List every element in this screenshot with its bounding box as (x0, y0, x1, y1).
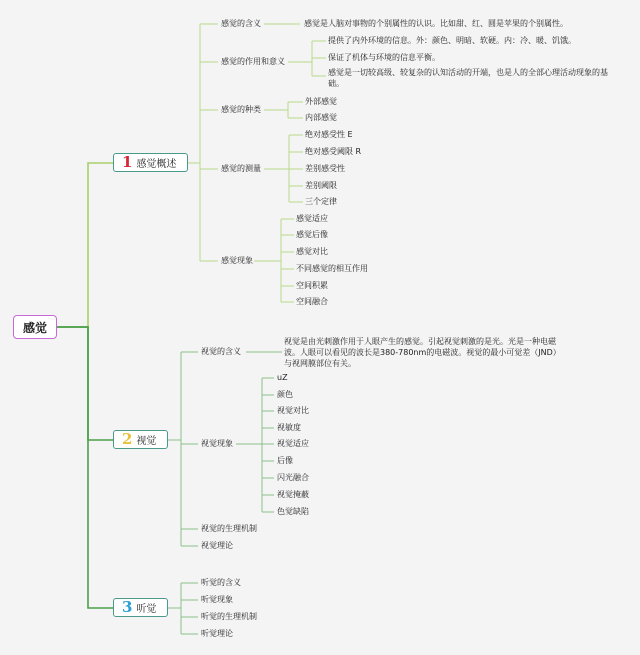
node-vision-mechanism[interactable]: 视觉的生理机制 (201, 524, 257, 533)
node-overview-measurement[interactable]: 感觉的测量 (221, 164, 261, 173)
node-function-item-2[interactable]: 保证了机体与环境的信息平衡。 (328, 53, 440, 62)
node-phenomena-item-1[interactable]: 感觉适应 (296, 214, 328, 223)
node-hearing-item-2[interactable]: 听觉现象 (201, 595, 233, 604)
node-vision-item-8[interactable]: 视觉掩蔽 (277, 490, 309, 499)
branch-number-1: 1 (122, 153, 133, 171)
node-types-item-1[interactable]: 外部感觉 (305, 97, 337, 106)
node-vision-item-3[interactable]: 视觉对比 (277, 406, 309, 415)
node-measurement-item-1[interactable]: 绝对感受性 E (305, 130, 353, 139)
node-measurement-item-4[interactable]: 差别阈限 (305, 181, 337, 190)
node-phenomena-item-3[interactable]: 感觉对比 (296, 247, 328, 256)
node-hearing-item-3[interactable]: 听觉的生理机制 (201, 612, 257, 621)
node-measurement-item-2[interactable]: 绝对感受阈限 R (305, 147, 362, 156)
branch-label-overview: 感觉概述 (136, 159, 177, 170)
node-phenomena-item-2[interactable]: 感觉后像 (296, 230, 328, 239)
node-vision-item-4[interactable]: 视敏度 (277, 423, 301, 432)
node-vision-theory[interactable]: 视觉理论 (201, 541, 233, 550)
node-types-item-2[interactable]: 内部感觉 (305, 113, 337, 122)
branch-hearing[interactable] (113, 598, 168, 617)
node-overview-function[interactable]: 感觉的作用和意义 (221, 57, 285, 66)
branch-vision[interactable] (113, 430, 168, 449)
node-overview-phenomena[interactable]: 感觉现象 (221, 256, 253, 265)
branch-overview[interactable] (113, 153, 188, 172)
node-hearing-item-1[interactable]: 听觉的含义 (201, 578, 241, 587)
node-measurement-item-5[interactable]: 三个定律 (305, 197, 337, 206)
node-phenomena-item-5[interactable]: 空间积累 (296, 281, 328, 290)
node-function-item-3[interactable]: 感觉是一切较高级、较复杂的认知活动的开端，也是人的全部心理活动现象的基础。 (328, 68, 608, 88)
node-phenomena-item-6[interactable]: 空间融合 (296, 297, 328, 306)
branch-number-2: 2 (122, 430, 133, 448)
branch-number-3: 3 (122, 598, 133, 616)
root-node[interactable] (13, 315, 57, 339)
branch-label-hearing: 听觉 (136, 604, 157, 615)
node-vision-item-1[interactable]: uZ (277, 373, 288, 382)
node-vision-item-7[interactable]: 闪光融合 (277, 473, 309, 482)
node-vision-item-6[interactable]: 后像 (277, 456, 293, 465)
branch-label-vision: 视觉 (136, 436, 157, 447)
node-function-item-1[interactable]: 提供了内外环境的信息。外：颜色、明暗、软硬。内：冷、暖、饥饿。 (328, 36, 576, 45)
node-overview-meaning-text[interactable]: 感觉是人脑对事物的个别属性的认识。比如甜、红、圆是苹果的个别属性。 (304, 19, 568, 28)
node-vision-meaning-text[interactable]: 视觉是由光刺激作用于人眼产生的感觉。引起视觉刺激的是光。光是一种电磁波。人眼可以看见的波长是380-780nm的电磁波。视觉的最小可觉差（JND） 与视网膜部位有关。 (284, 337, 561, 368)
node-vision-meaning[interactable]: 视觉的含义 (201, 347, 241, 356)
node-measurement-item-3[interactable]: 差别感受性 (305, 164, 345, 173)
node-phenomena-item-4[interactable]: 不同感觉的相互作用 (296, 264, 368, 273)
node-vision-item-2[interactable]: 颜色 (277, 390, 293, 399)
node-overview-types[interactable]: 感觉的种类 (221, 105, 261, 114)
node-vision-phenomena[interactable]: 视觉现象 (201, 439, 233, 448)
root-label: 感觉 (22, 320, 47, 335)
node-overview-meaning[interactable]: 感觉的含义 (221, 19, 261, 28)
node-vision-item-5[interactable]: 视觉适应 (277, 439, 309, 448)
node-vision-item-9[interactable]: 色觉缺陷 (277, 507, 309, 516)
node-hearing-item-4[interactable]: 听觉理论 (201, 629, 233, 638)
